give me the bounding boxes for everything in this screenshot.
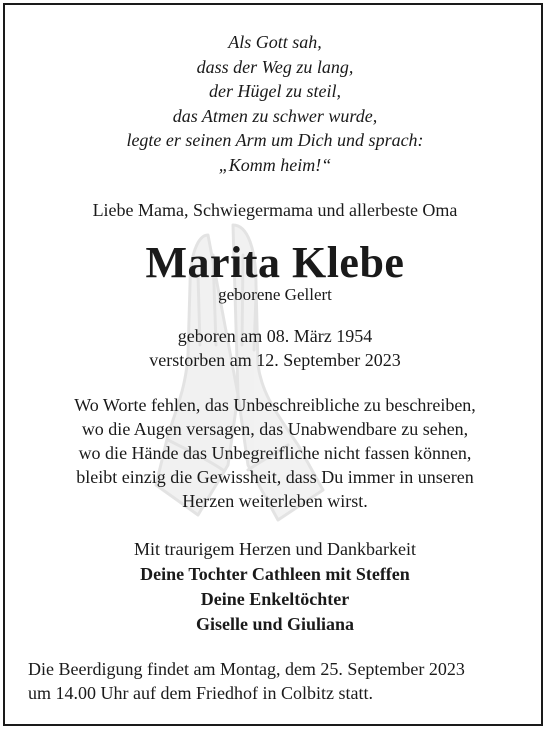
funeral-line: Die Beerdigung findet am Montag, dem 25. September 2023 — [28, 659, 465, 679]
funeral-line: um 14.00 Uhr auf dem Friedhof in Colbitz statt. — [28, 683, 373, 703]
poem-line: Als Gott sah, — [228, 32, 322, 52]
funeral-info — [28, 657, 538, 705]
poem-line: „Komm heim!“ — [218, 154, 332, 175]
mourner-name: Deine Tochter Cathleen mit Steffen — [140, 564, 410, 584]
deceased-name: Marita Klebe — [145, 238, 405, 287]
verse-line: bleibt einzig die Gewissheit, dass Du immer in unseren — [76, 467, 474, 487]
life-dates — [0, 324, 550, 372]
poem-line: dass der Weg zu lang, — [196, 56, 354, 77]
birth-date: geboren am 08. März 1954 — [177, 326, 373, 346]
mourners-intro: Mit traurigem Herzen und Dankbarkeit — [134, 539, 416, 559]
verse-line: Herzen weiterleben wirst. — [182, 491, 368, 511]
poem-line: der Hügel zu steil, — [209, 81, 341, 102]
poem-line: legte er seinen Arm um Dich und sprach: — [126, 130, 424, 151]
mourners — [0, 537, 550, 637]
maiden-name: geborene Gellert — [218, 285, 332, 304]
mourner-name: Deine Enkeltöchter — [200, 589, 350, 609]
verse-line: wo die Hände das Unbegreifliche nicht fassen können, — [78, 443, 472, 463]
verse — [0, 393, 550, 513]
verse-line: Wo Worte fehlen, das Unbeschreibliche zu beschreiben, — [74, 395, 476, 415]
death-date: verstorben am 12. September 2023 — [149, 350, 401, 370]
mourner-name: Giselle und Giuliana — [195, 614, 355, 634]
verse-line: wo die Augen versagen, das Unabwendbare zu sehen, — [81, 419, 469, 439]
poem — [0, 30, 550, 178]
poem-line: das Atmen zu schwer wurde, — [172, 105, 378, 126]
address-line: Liebe Mama, Schwiegermama und allerbeste Oma — [92, 200, 458, 220]
